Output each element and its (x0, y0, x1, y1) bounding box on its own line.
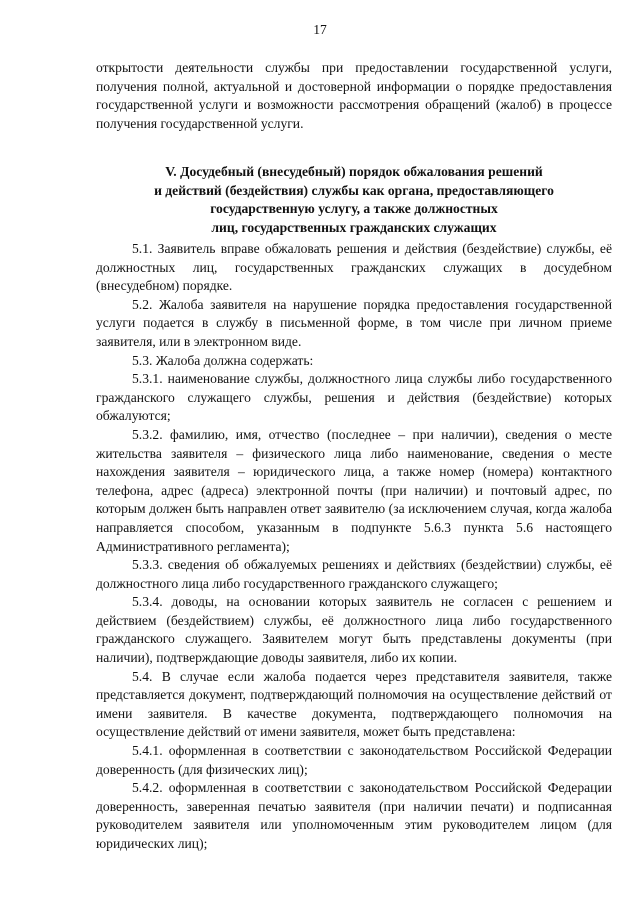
paragraph-5-3-2: 5.3.2. фамилию, имя, отчество (последнее – при наличии), сведения о месте жительства заявителя – физического лица либо наименование, сведения о месте нахождения заявителя – юридического лица, а также номер (номера) контактного телефона, адрес (адреса) электронной почты (при наличии) и почтовый адрес, по которым должен быть направлен ответ заявителю (за исключением случая, когда жалоба направляется способом, указанным в подпункте 5.6.3 пункта 5.6 настоящего Административного регламента); (96, 426, 612, 554)
body-text (96, 240, 612, 854)
intro-paragraph: открытости деятельности службы при предоставлении государственной услуги, получения полной, актуальной и достоверной информации о порядке предоставления государственной услуги и возможности рассмотрения обращений (жалоб) в процессе получения государственной услуги. (96, 60, 612, 131)
paragraph-5-4-1: 5.4.1. оформленная в соответствии с законодательством Российской Федерации доверенность (для физических лиц); (96, 743, 612, 777)
section-heading-line-4: лиц, государственных гражданских служащих (211, 219, 497, 235)
paragraph-5-4-2: 5.4.2. оформленная в соответствии с законодательством Российской Федерации доверенность, заверенная печатью заявителя (при наличии печати) и подписанная руководителем заявителя или уполномоченным этим руководителем лицом (для юридических лиц); (96, 780, 612, 851)
paragraph-5-3-3: 5.3.3. сведения об обжалуемых решениях и действиях (бездействии) службы, её должностного лица либо государственного гражданского служащего; (96, 557, 612, 591)
section-heading-line-1: V. Досудебный (внесудебный) порядок обжалования решений (165, 164, 543, 179)
section-heading-line-3: государственную услугу, а также должностных (210, 201, 498, 216)
intro-block (96, 59, 612, 133)
paragraph-5-2: 5.2. Жалоба заявителя на нарушение порядка предоставления государственной услуги подается в службу в письменной форме, в том числе при личном приеме заявителя, или в электронном виде. (96, 296, 612, 349)
section-heading (96, 163, 612, 237)
page-number: 17 (313, 22, 327, 37)
paragraph-5-3: 5.3. Жалоба должна содержать: (132, 352, 314, 368)
paragraph-5-4: 5.4. В случае если жалоба подается через представителя заявителя, также представляется документ, подтверждающий полномочия на осуществление действий от имени заявителя. В качестве документа, подтверждающего полномочия на осуществление действий от имени заявителя, может быть представлена: (96, 668, 612, 740)
section-heading-line-2: и действий (бездействия) службы как органа, предоставляющего (154, 182, 554, 198)
paragraph-5-3-4: 5.3.4. доводы, на основании которых заявитель не согласен с решением и действием (бездействием) службы, её должностного лица либо государственного гражданского служащего. Заявителем могут быть представлены документы (при наличии), подтверждающие доводы заявителя, либо их копии. (96, 594, 612, 666)
paragraph-5-1: 5.1. Заявитель вправе обжаловать решения и действия (бездействие) службы, её должностных лиц, государственных гражданских служащих в досудебном (внесудебном) порядке. (96, 241, 612, 294)
paragraph-5-3-1: 5.3.1. наименование службы, должностного лица службы либо государственного гражданского служащего службы, решения и действия (бездействие) которых обжалуются; (96, 371, 612, 424)
